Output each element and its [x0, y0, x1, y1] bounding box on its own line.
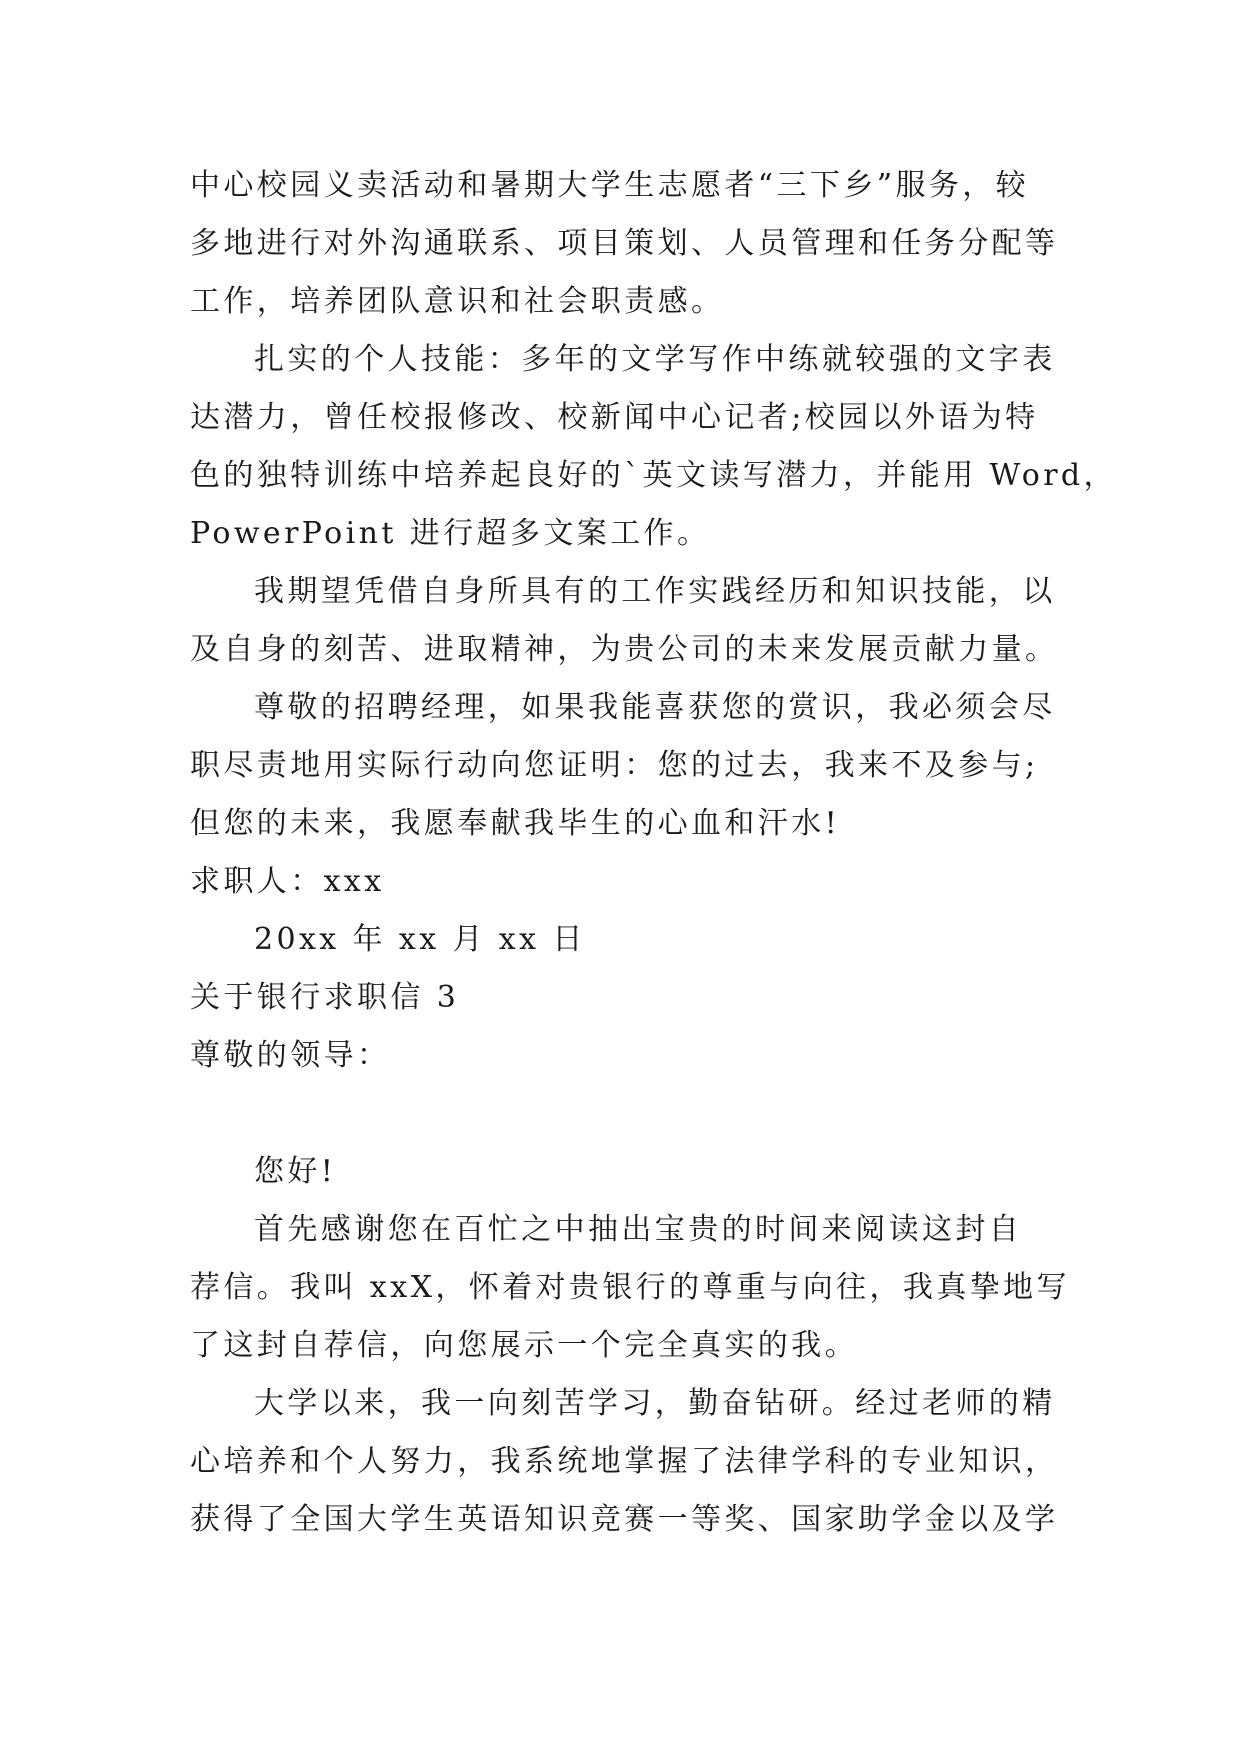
- body-line: 荐信。我叫 xxX，怀着对贵银行的尊重与向往，我真挚地写: [190, 1270, 1070, 1305]
- signature-line: 求职人：xxx: [190, 864, 385, 899]
- body-line: 工作，培养团队意识和社会职责感。: [190, 284, 725, 319]
- body-line: 及自身的刻苦、进取精神，为贵公司的未来发展贡献力量。: [190, 632, 1059, 667]
- body-line: 达潜力，曾任校报修改、校新闻中心记者;校园以外语为特: [190, 400, 1039, 435]
- body-line: 多地进行对外沟通联系、项目策划、人员管理和任务分配等: [190, 226, 1059, 261]
- paragraph-first-line: 尊敬的招聘经理，如果我能喜获您的赏识，我必须会尽: [254, 690, 1056, 725]
- paragraph-first-line: 首先感谢您在百忙之中抽出宝贵的时间来阅读这封自: [254, 1212, 1023, 1247]
- body-line: 色的独特训练中培养起良好的`英文读写潜力，并能用 Word，: [190, 458, 1117, 493]
- greeting: 您好!: [254, 1154, 337, 1189]
- body-line: 中心校园义卖活动和暑期大学生志愿者“三下乡”服务，较: [190, 168, 1030, 203]
- body-line: 了这封自荐信，向您展示一个完全真实的我。: [190, 1328, 858, 1363]
- salutation: 尊敬的领导：: [190, 1038, 391, 1073]
- body-line: 职尽责地用实际行动向您证明：您的过去，我来不及参与;: [190, 748, 1039, 783]
- paragraph-first-line: 我期望凭借自身所具有的工作实践经历和知识技能，以: [254, 574, 1056, 609]
- body-line: 获得了全国大学生英语知识竞赛一等奖、国家助学金以及学: [190, 1502, 1059, 1537]
- body-line: 心培养和个人努力，我系统地掌握了法律学科的专业知识，: [190, 1444, 1059, 1479]
- paragraph-first-line: 扎实的个人技能：多年的文学写作中练就较强的文字表: [254, 342, 1056, 377]
- body-line: PowerPoint 进行超多文案工作。: [190, 516, 711, 551]
- paragraph-first-line: 大学以来，我一向刻苦学习，勤奋钻研。经过老师的精: [254, 1386, 1056, 1421]
- date-line: 20xx 年 xx 月 xx 日: [254, 922, 586, 957]
- section-heading: 关于银行求职信 3: [190, 980, 460, 1015]
- body-line: 但您的未来，我愿奉献我毕生的心血和汗水!: [190, 806, 841, 841]
